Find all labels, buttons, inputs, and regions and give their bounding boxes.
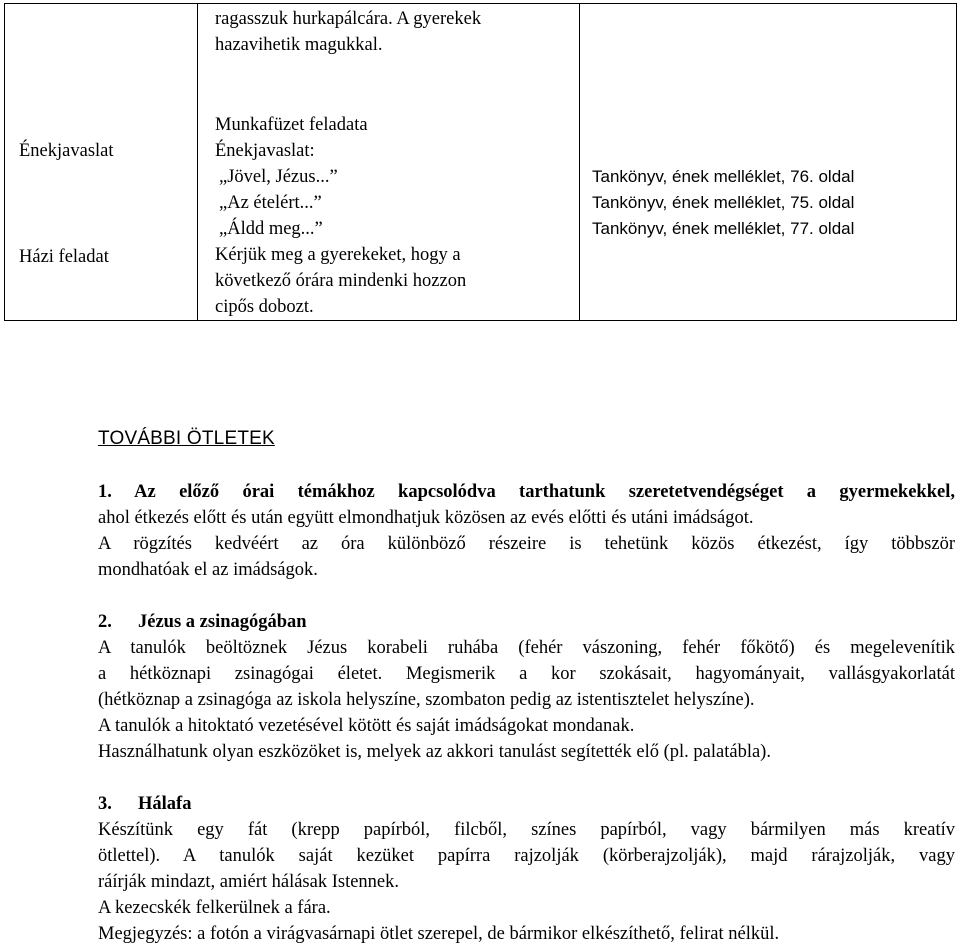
idea-2-line: a hétköznapi zsinagógai életet. Megismerik a kor szokásait, hagyományait, vallásgyakorlatát [98,664,955,684]
idea-1-line: A rögzítés kedvéért az óra különböző részeire is tehetünk közös étkezést, így többször [98,534,955,554]
song-item: „Jövel, Jézus...” [219,167,338,187]
idea-2-number: 2. [98,612,112,632]
top-cell-line: hazavihetik magukkal. [215,35,383,55]
workbook-title: Munkafüzet feladata [215,115,368,135]
song-item: „Áldd meg...” [219,219,323,239]
top-cell-line: ragasszuk hurkapálcára. A gyerekek [215,9,482,29]
homework-line: Kérjük meg a gyerekeket, hogy a [215,245,461,265]
idea-3 [98,791,955,947]
idea-2-line: A tanulók beöltöznek Jézus korabeli ruhába (fehér vászoning, fehér főkötő) és megelevenítik [98,638,955,658]
column-divider [197,4,198,320]
idea-2-line: (hétköznap a zsinagóga az iskola helyszíne, szombaton pedig az istentisztelet helyszíne). [98,690,755,710]
homework-line: cipős dobozt. [215,297,314,317]
row-label-song: Énekjavaslat [19,141,114,161]
idea-2-title: Jézus a zsinagógában [138,612,307,632]
idea-2 [98,609,955,765]
idea-3-line: Megjegyzés: a fotón a virágvasárnapi ötlet szerepel, de bármikor elkészíthető, felirat nélkül. [98,924,780,944]
references-cell [592,164,854,242]
homework-line: következő órára mindenki hozzon [215,271,467,291]
idea-3-line: A kezecskék felkerülnek a fára. [98,898,331,918]
column-divider [579,4,580,320]
song-item: „Az ételért...” [219,193,322,213]
idea-2-line: Használhatunk olyan eszközöket is, melyek az akkori tanulást segítették elő (pl. palatábla). [98,742,771,762]
song-heading: Énekjavaslat: [215,141,315,161]
idea-1-line: mondhatóak el az imádságok. [98,560,318,580]
idea-1-line: ahol étkezés előtt és után együtt elmondhatjuk közösen az evés előtti és utáni imádságot. [98,508,754,528]
reference-line: Tankönyv, ének melléklet, 75. oldal [592,193,855,212]
reference-line: Tankönyv, ének melléklet, 76. oldal [592,167,855,186]
workbook-cell [215,112,575,320]
idea-3-number: 3. [98,794,112,814]
ideas-heading: TOVÁBBI ÖTLETEK [98,428,275,449]
row-label-homework: Házi feladat [19,247,109,267]
top-cell-text [215,6,575,58]
idea-3-line: Készítünk egy fát (krepp papírból, filcből, színes papírból, vagy bármilyen más kreatív [98,820,955,840]
idea-3-line: ötlettel). A tanulók saját kezüket papírra rajzolják (körberajzolják), majd rárajzolják, vagy [98,846,955,866]
idea-1-title: 1. Az előző órai témákhoz kapcsolódva tarthatunk szeretetvendégséget a gyermekekkel, [98,482,955,502]
idea-3-title: Hálafa [138,794,192,814]
lesson-table [4,3,957,321]
idea-1 [98,479,955,583]
idea-2-line: A tanulók a hitoktató vezetésével kötött és saját imádságokat mondanak. [98,716,635,736]
reference-line: Tankönyv, ének melléklet, 77. oldal [592,219,855,238]
idea-3-line: ráírják mindazt, amiért hálásak Istennek. [98,872,400,892]
